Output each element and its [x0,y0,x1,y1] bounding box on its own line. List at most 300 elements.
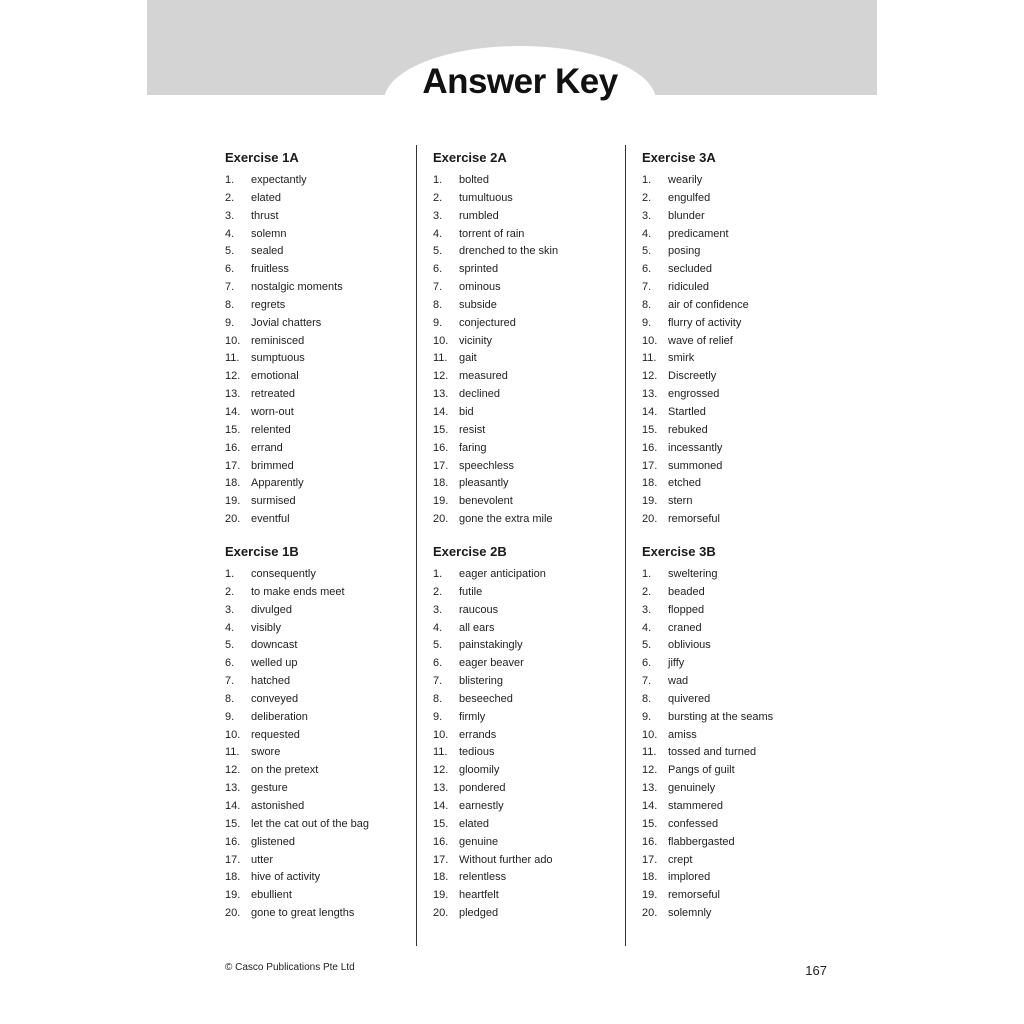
answer-number: 15. [433,423,449,436]
answer-text: implored [668,871,711,884]
answer-number: 11. [433,352,448,365]
answer-text: Without further ado [459,853,553,866]
answer-text: crept [668,853,693,866]
answer-number: 16. [642,835,658,848]
answer-number: 11. [433,746,448,759]
answer-item [433,762,633,780]
answer-item [225,727,425,745]
answer-item [225,673,425,691]
answer-text: glistened [251,835,296,848]
answer-item [642,566,842,584]
answer-number: 1. [642,568,652,580]
answer-item [225,440,425,458]
answer-text: secluded [668,263,713,276]
answer-text: bolted [459,174,489,186]
answer-item [642,350,842,368]
answer-number: 8. [642,298,652,311]
answer-item [642,798,842,816]
answer-number: 18. [225,871,241,884]
answer-text: jiffy [668,657,685,670]
answer-item [642,493,842,511]
answer-number: 13. [433,388,449,401]
answer-item [642,637,842,655]
answer-item [642,172,842,190]
answer-number: 10. [225,728,241,741]
answer-text: bursting at the seams [668,710,774,723]
answer-text: wave of relief [668,334,733,347]
answer-item [433,350,633,368]
answer-number: 10. [433,334,449,347]
answer-number: 12. [433,764,449,777]
answer-number: 5. [642,245,652,258]
answer-number: 10. [642,334,658,347]
answer-number: 10. [433,728,449,741]
answer-number: 16. [225,835,241,848]
answer-text: earnestly [459,799,504,812]
answer-item [225,584,425,602]
answer-number: 20. [225,513,241,526]
answer-number: 11. [225,352,240,365]
answer-number: 2. [225,191,235,204]
answer-text: eager beaver [459,657,524,670]
answer-item [642,475,842,493]
answer-text: pledged [459,907,499,920]
page-number: 167 [805,963,827,978]
answer-text: solemn [251,227,287,240]
answer-text: Apparently [251,477,304,490]
answer-text: drenched to the skin [459,245,559,258]
answer-text: speechless [459,459,515,472]
exercise-title: Exercise 2A [433,150,507,165]
exercise-title: Exercise 1A [225,150,299,165]
answer-number: 1. [225,568,235,580]
answer-item [225,602,425,620]
answer-item [433,493,633,511]
answer-item [642,691,842,709]
answer-item [433,261,633,279]
answer-item [642,440,842,458]
answer-number: 15. [642,817,658,830]
answer-text: tossed and turned [668,746,757,759]
answer-item [642,226,842,244]
answer-number: 9. [433,710,443,723]
answer-text: surmised [251,495,296,508]
answer-item [642,333,842,351]
answer-number: 7. [225,281,235,294]
answer-number: 20. [433,513,449,526]
answer-text: expectantly [251,174,307,186]
answer-number: 15. [433,817,449,830]
answer-text: etched [668,477,702,490]
answer-item [433,190,633,208]
answer-number: 19. [433,495,449,508]
answer-number: 9. [225,316,235,329]
answer-number: 13. [642,782,658,795]
answer-number: 14. [433,799,449,812]
answer-number: 6. [225,657,235,670]
answer-number: 1. [433,568,443,580]
answer-text: requested [251,728,300,741]
answer-item [433,655,633,673]
answer-item [642,727,842,745]
answer-text: blistering [459,675,504,688]
answer-item [433,602,633,620]
answer-item [642,404,842,422]
answer-item [433,798,633,816]
answer-text: subside [459,298,497,311]
answer-text: stern [668,495,693,508]
answer-column-1 [225,148,425,936]
answer-text: craned [668,621,702,634]
answer-text: vicinity [459,334,493,347]
answer-number: 5. [225,245,235,258]
answer-item [433,620,633,638]
answer-text: rumbled [459,209,499,222]
answer-text: conveyed [251,692,299,705]
answer-text: resist [459,423,486,436]
answer-text: hive of activity [251,871,321,884]
answer-text: beseeched [459,692,513,705]
answer-item [433,691,633,709]
answer-number: 17. [642,853,658,866]
answer-number: 17. [433,459,449,472]
answer-item [642,458,842,476]
answer-number: 5. [433,245,443,258]
exercise-title: Exercise 3A [642,150,716,165]
page-title: Answer Key [422,62,618,101]
answer-text: conjectured [459,316,516,329]
answer-text: genuine [459,835,499,848]
answer-item [642,673,842,691]
answer-text: solemnly [668,907,712,920]
answer-text: faring [459,441,487,454]
answer-number: 8. [433,298,443,311]
answer-text: errands [459,728,497,741]
answer-item [642,780,842,798]
answer-text: summoned [668,459,723,472]
answer-number: 11. [225,746,240,759]
answer-item [225,511,425,529]
answer-number: 20. [642,513,658,526]
answer-item [225,869,425,887]
answer-item [225,762,425,780]
answer-number: 3. [642,603,652,616]
answer-number: 18. [225,477,241,490]
answer-text: all ears [459,621,495,634]
answer-number: 2. [433,191,443,204]
answer-item [225,887,425,905]
answer-text: posing [668,245,701,258]
answer-text: engulfed [668,191,711,204]
answer-number: 12. [225,764,241,777]
answer-number: 18. [433,871,449,884]
answer-text: welled up [251,657,298,670]
answer-item [642,243,842,261]
answer-item [225,691,425,709]
answer-text: stammered [668,799,724,812]
answer-number: 6. [642,263,652,276]
answer-number: 4. [225,621,235,634]
answer-item [642,584,842,602]
answer-number: 14. [225,405,241,418]
answer-text: air of confidence [668,298,749,311]
answer-item [225,368,425,386]
answer-item [225,315,425,333]
answer-number: 7. [642,675,652,688]
answer-number: 4. [433,621,443,634]
answer-item [433,709,633,727]
answer-text: tedious [459,746,495,759]
answer-text: predicament [668,227,729,240]
answer-number: 19. [433,889,449,902]
answer-text: declined [459,388,500,401]
answer-text: remorseful [668,513,720,526]
answer-text: errand [251,441,283,454]
answer-item [642,762,842,780]
answer-text: consequently [251,568,316,580]
answer-item [642,279,842,297]
exercise-section [225,542,425,936]
answer-number: 5. [642,639,652,652]
exercise-section [433,542,633,936]
answer-item [225,475,425,493]
answer-item [433,637,633,655]
answer-text: elated [459,817,489,830]
answer-number: 19. [642,889,658,902]
answer-item [433,440,633,458]
answer-item [433,226,633,244]
answer-number: 2. [225,585,235,598]
answer-text: Discreetly [668,370,717,383]
answer-number: 5. [225,639,235,652]
answer-item [433,673,633,691]
answer-item [642,368,842,386]
answer-item [642,887,842,905]
exercise-title: Exercise 3B [642,544,716,559]
answer-text: gone to great lengths [251,907,355,920]
answer-text: incessantly [668,441,723,454]
answer-text: eager anticipation [459,568,546,580]
answer-item [642,602,842,620]
answer-number: 7. [225,675,235,688]
answer-number: 3. [433,209,443,222]
answer-text: remorseful [668,889,720,902]
answer-number: 3. [225,209,235,222]
answer-number: 16. [433,441,449,454]
answer-text: brimmed [251,459,294,472]
answer-number: 3. [433,603,443,616]
answer-item [433,584,633,602]
answer-text: quivered [668,692,711,705]
answer-text: painstakingly [459,639,523,652]
answer-item [225,297,425,315]
answer-text: flabbergasted [668,835,735,848]
answer-item [225,620,425,638]
answer-number: 1. [225,174,235,186]
answer-number: 13. [642,388,658,401]
answer-item [225,637,425,655]
answer-number: 3. [642,209,652,222]
answer-text: emotional [251,370,299,383]
answer-item [642,620,842,638]
answer-item [642,834,842,852]
answer-number: 19. [225,495,241,508]
answer-number: 1. [433,174,443,186]
answer-item [433,368,633,386]
answer-number: 12. [225,370,241,383]
answer-number: 19. [642,495,658,508]
answer-text: beaded [668,585,705,598]
answer-number: 6. [433,263,443,276]
exercise-title: Exercise 1B [225,544,299,559]
answer-text: fruitless [251,263,289,276]
answer-number: 9. [433,316,443,329]
answer-item [433,744,633,762]
answer-number: 16. [433,835,449,848]
answer-text: futile [459,585,483,598]
answer-number: 13. [225,782,241,795]
answer-number: 9. [642,710,652,723]
answer-item [433,243,633,261]
answer-item [225,905,425,923]
answer-number: 7. [642,281,652,294]
answer-text: relentless [459,871,507,884]
answer-item [433,869,633,887]
answer-item [225,208,425,226]
answer-item [433,780,633,798]
answer-item [642,422,842,440]
answer-text: sealed [251,245,284,258]
answer-item [642,261,842,279]
answer-item [225,386,425,404]
answer-item [642,315,842,333]
exercise-section [225,148,425,542]
answer-text: hatched [251,675,291,688]
answer-text: wearily [668,174,703,186]
answer-number: 14. [225,799,241,812]
answer-item [225,566,425,584]
answer-number: 15. [225,423,241,436]
answer-number: 14. [433,405,449,418]
answer-number: 8. [433,692,443,705]
answer-text: blunder [668,209,705,222]
answer-number: 18. [642,477,658,490]
answer-text: relented [251,423,291,436]
answer-number: 4. [642,621,652,634]
exercise-section [433,148,633,542]
answer-number: 16. [225,441,241,454]
answer-text: genuinely [668,782,716,795]
answer-number: 6. [225,263,235,276]
answer-item [433,315,633,333]
answer-item [225,780,425,798]
answer-text: bid [459,405,474,418]
answer-number: 12. [642,764,658,777]
answer-item [642,869,842,887]
answer-item [225,709,425,727]
answer-number: 1. [642,174,652,186]
answer-number: 13. [225,388,241,401]
answer-item [433,208,633,226]
answer-item [225,458,425,476]
answer-text: sweltering [668,568,718,580]
answer-number: 7. [433,675,443,688]
answer-text: reminisced [251,334,305,347]
answer-text: amiss [668,728,697,741]
answer-text: on the pretext [251,764,319,777]
answer-text: pleasantly [459,477,509,490]
answer-item [225,404,425,422]
exercise-section [642,542,842,936]
exercise-section [642,148,842,542]
answer-text: engrossed [668,388,720,401]
answer-number: 17. [225,853,241,866]
answer-number: 10. [642,728,658,741]
answer-item [642,709,842,727]
answer-item [225,350,425,368]
answer-item [225,279,425,297]
answer-number: 14. [642,799,658,812]
answer-number: 5. [433,639,443,652]
answer-text: measured [459,370,508,383]
answer-item [433,297,633,315]
answer-text: ominous [459,281,501,294]
answer-item [642,511,842,529]
answer-text: flopped [668,603,705,616]
answer-text: gone the extra mile [459,513,553,526]
answer-item [433,511,633,529]
answer-number: 18. [433,477,449,490]
answer-item [225,422,425,440]
answer-item [433,172,633,190]
answer-number: 20. [225,907,241,920]
answer-item [642,297,842,315]
answer-text: flurry of activity [668,316,742,329]
answer-item [225,190,425,208]
answer-item [433,422,633,440]
answer-text: retreated [251,388,296,401]
answer-column-2 [433,148,633,936]
answer-item [225,493,425,511]
answer-number: 16. [642,441,658,454]
answer-item [642,386,842,404]
answer-text: rebuked [668,423,708,436]
answer-text: swore [251,746,281,759]
answer-item [642,655,842,673]
answer-number: 11. [642,746,657,759]
answer-text: ebullient [251,889,292,902]
answer-number: 14. [642,405,658,418]
answer-text: elated [251,191,281,204]
answer-number: 8. [225,692,235,705]
answer-number: 17. [225,459,241,472]
answer-text: gait [459,352,477,365]
answer-item [642,852,842,870]
answer-number: 11. [642,352,657,365]
answer-number: 18. [642,871,658,884]
answer-number: 20. [642,907,658,920]
answer-text: raucous [459,603,499,616]
answer-number: 8. [225,298,235,311]
answer-item [225,655,425,673]
answer-number: 20. [433,907,449,920]
answer-text: deliberation [251,710,308,723]
answer-number: 4. [642,227,652,240]
answer-item [225,816,425,834]
answer-number: 4. [433,227,443,240]
answer-text: Pangs of guilt [668,764,735,777]
answer-number: 8. [642,692,652,705]
